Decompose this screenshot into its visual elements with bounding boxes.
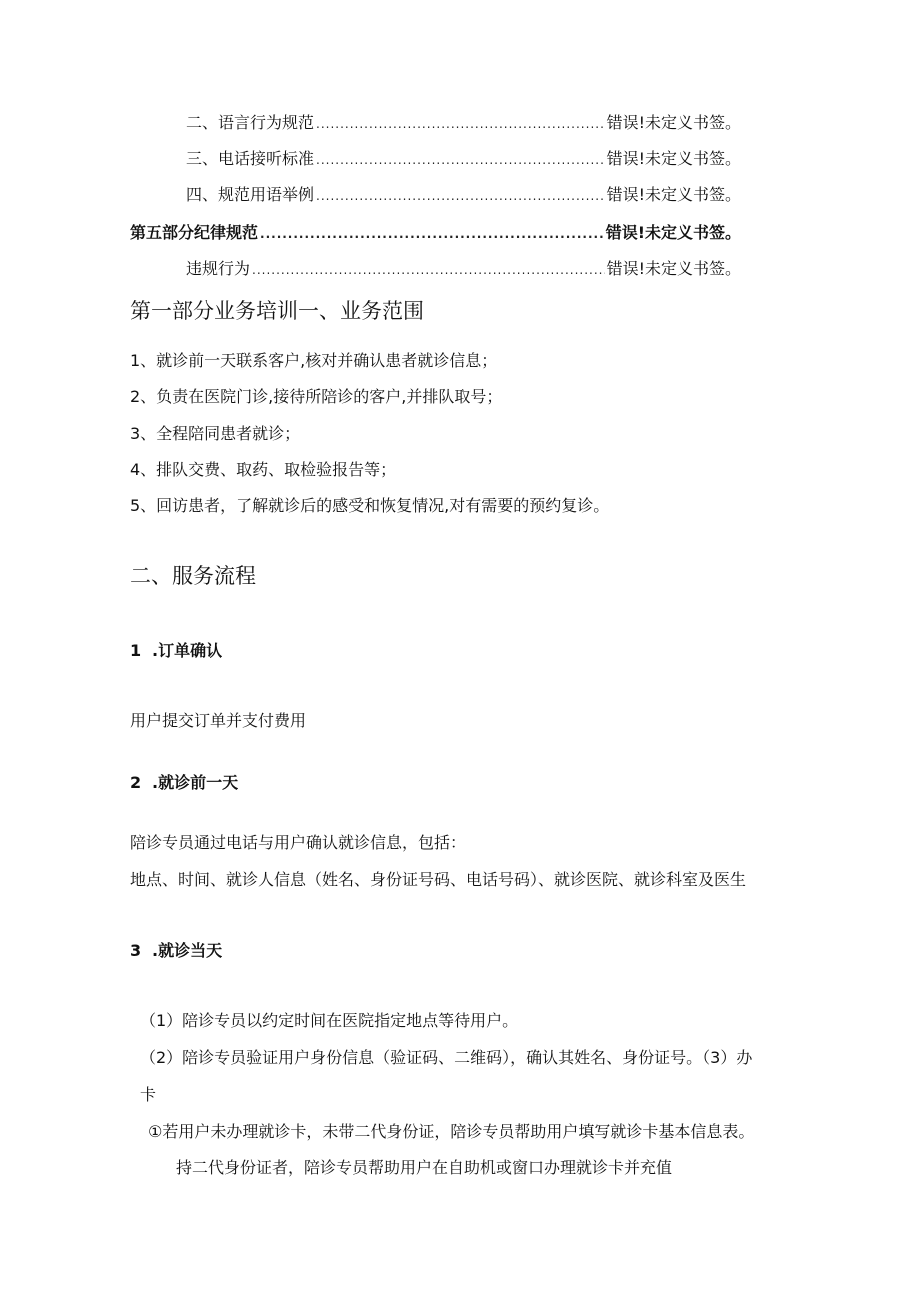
step-title: .就诊前一天 <box>152 773 239 792</box>
toc-label: 二、语言行为规范 <box>186 113 315 132</box>
toc-entry[interactable] <box>186 112 741 135</box>
step-title: .订单确认 <box>152 641 223 660</box>
toc-label: 三、电话接听标准 <box>186 149 315 168</box>
paragraph: （1）陪诊专员以约定时间在医院指定地点等待用户。 <box>140 1011 519 1030</box>
paragraph: 地点、时间、就诊人信息（姓名、身份证号码、电话号码）、就诊医院、就诊科室及医生 <box>130 870 747 889</box>
toc-label: 第五部分纪律规范 <box>130 223 259 242</box>
list-item: 1、就诊前一天联系客户,核对并确认患者就诊信息； <box>130 351 498 370</box>
section-heading: 二、服务流程 <box>130 564 256 588</box>
list-item: 5、回访患者，了解就诊后的感受和恢复情况,对有需要的预约复诊。 <box>130 496 610 515</box>
step-number: 2 <box>130 773 142 792</box>
toc-page-ref: 错误!未定义书签。 <box>605 223 741 242</box>
paragraph: （2）陪诊专员验证用户身份信息（验证码、二维码），确认其姓名、身份证号。（3）办 <box>140 1048 753 1067</box>
paragraph: ①若用户未办理就诊卡，未带二代身份证，陪诊专员帮助用户填写就诊卡基本信息表。 <box>148 1122 755 1141</box>
list-item: 2、负责在医院门诊,接待所陪诊的客户,并排队取号； <box>130 387 503 406</box>
list-item: 4、排队交费、取药、取检验报告等； <box>130 460 397 479</box>
toc-label: 四、规范用语举例 <box>186 185 315 204</box>
toc-page-ref: 错误!未定义书签。 <box>606 113 741 132</box>
section-heading: 第一部分业务培训一、业务范围 <box>130 299 424 323</box>
toc-leader <box>316 149 605 171</box>
toc-leader <box>252 259 605 281</box>
paragraph: 用户提交订单并支付费用 <box>130 711 307 730</box>
list-item: 3、全程陪同患者就诊； <box>130 424 301 443</box>
toc-label: 违规行为 <box>186 259 251 278</box>
toc-page-ref: 错误!未定义书签。 <box>606 149 741 168</box>
toc-leader <box>316 113 605 135</box>
step-number: 1 <box>130 641 142 660</box>
toc-page-ref: 错误!未定义书签。 <box>606 185 741 204</box>
toc-entry-part[interactable] <box>130 222 741 245</box>
step-heading <box>130 940 222 962</box>
toc-entry[interactable] <box>186 258 741 281</box>
step-title: .就诊当天 <box>152 941 223 960</box>
toc-entry[interactable] <box>186 184 741 207</box>
toc-page-ref: 错误!未定义书签。 <box>606 259 741 278</box>
paragraph: 持二代身份证者，陪诊专员帮助用户在自助机或窗口办理就诊卡并充值 <box>176 1158 673 1177</box>
step-heading <box>130 640 222 662</box>
paragraph: 卡 <box>140 1085 157 1104</box>
toc-entry[interactable] <box>186 148 741 171</box>
paragraph: 陪诊专员通过电话与用户确认就诊信息，包括： <box>130 833 467 852</box>
toc-leader <box>260 223 604 245</box>
step-heading <box>130 772 238 794</box>
step-number: 3 <box>130 941 142 960</box>
toc-leader <box>316 185 605 207</box>
